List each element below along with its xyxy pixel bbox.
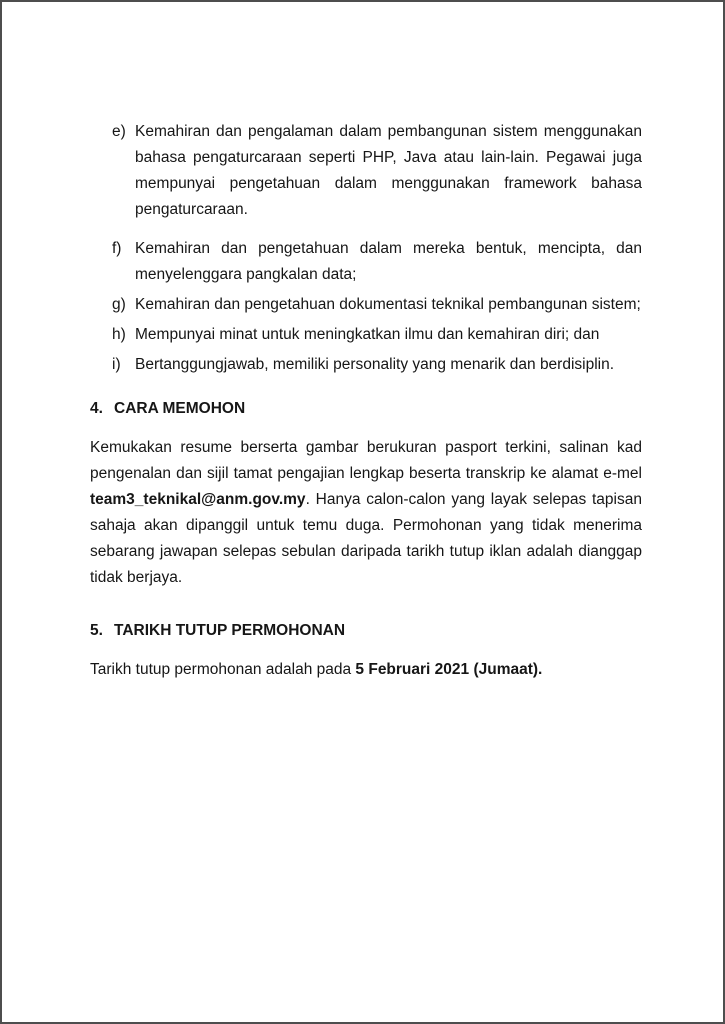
section-title: CARA MEMOHON bbox=[114, 400, 246, 417]
email-address: team3_teknikal@anm.gov.my bbox=[90, 491, 306, 508]
list-item-text: Bertanggungjawab, memiliki personality yang menarik dan berdisiplin. bbox=[135, 356, 615, 373]
list-item-g bbox=[90, 292, 642, 318]
list-item-e bbox=[90, 119, 642, 223]
section-heading-tarikh-tutup bbox=[90, 618, 642, 644]
list-item-i bbox=[90, 352, 642, 378]
list-item-text: Mempunyai minat untuk meningkatkan ilmu dan kemahiran diri; dan bbox=[135, 326, 600, 343]
qualifications-list bbox=[90, 119, 642, 378]
cara-memohon-paragraph bbox=[90, 435, 642, 591]
document-content bbox=[90, 119, 642, 691]
list-item-label: h) bbox=[112, 326, 126, 343]
list-item-label: g) bbox=[112, 296, 126, 313]
list-item-text: Kemahiran dan pengetahuan dalam mereka bentuk, mencipta, dan menyelenggara pangkalan data; bbox=[135, 240, 642, 283]
paragraph-text: . Hanya calon-calon yang layak selepas tapisan sahaja akan dipanggil untuk temu duga. Permohonan yang tidak menerima sebarang jawapan selepas sebulan daripada tarikh tutup iklan adalah dianggap tidak berjaya. bbox=[90, 491, 642, 586]
section-number: 4. bbox=[90, 400, 103, 417]
list-item-f bbox=[90, 236, 642, 288]
section-title: TARIKH TUTUP PERMOHONAN bbox=[114, 622, 346, 639]
list-item-label: i) bbox=[112, 356, 121, 373]
list-item-text: Kemahiran dan pengetahuan dokumentasi teknikal pembangunan sistem; bbox=[135, 296, 641, 313]
list-item-label: f) bbox=[112, 240, 122, 257]
paragraph-text: Kemukakan resume berserta gambar berukuran pasport terkini, salinan kad pengenalan dan sijil tamat pengajian lengkap beserta transkrip ke alamat e-mel bbox=[90, 439, 642, 482]
list-item-label: e) bbox=[112, 123, 126, 140]
closing-date: 5 Februari 2021 (Jumaat). bbox=[355, 661, 543, 678]
section-number: 5. bbox=[90, 622, 103, 639]
list-item-text: Kemahiran dan pengalaman dalam pembangunan sistem menggunakan bahasa pengaturcaraan seperti PHP, Java atau lain-lain. Pegawai juga mempunyai pengetahuan dalam menggunakan framework bahasa pengaturcaraan. bbox=[135, 123, 642, 218]
list-item-h bbox=[90, 322, 642, 348]
section-heading-cara-memohon bbox=[90, 396, 642, 422]
tarikh-tutup-paragraph bbox=[90, 657, 642, 683]
paragraph-text: Tarikh tutup permohonan adalah pada bbox=[90, 661, 356, 678]
